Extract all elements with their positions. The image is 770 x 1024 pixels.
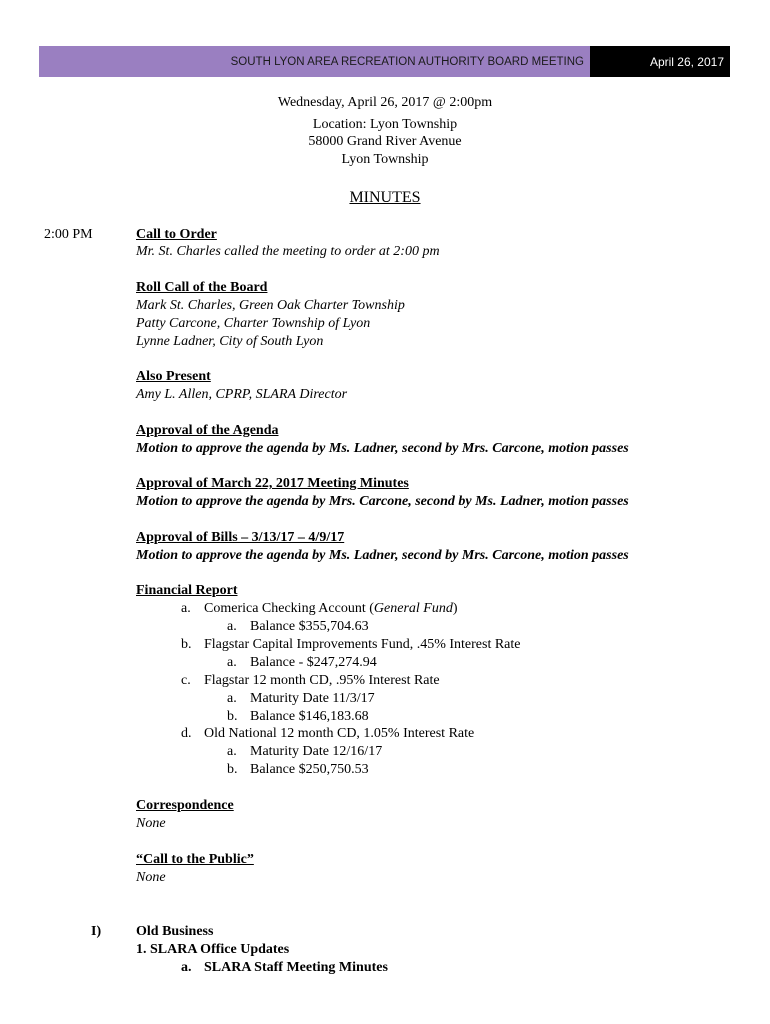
also-present-text: Amy L. Allen, CPRP, SLARA Director [136, 387, 348, 402]
financial-report-heading: Financial Report [136, 583, 238, 598]
old-business-heading: Old Business [136, 924, 214, 939]
section-numeral: I) [91, 924, 102, 939]
financial-item-flagstar-capital: Flagstar Capital Improvements Fund, .45% Interest Rate [204, 637, 521, 652]
financial-subitem: Balance $250,750.53 [250, 762, 369, 777]
call-to-public-heading: “Call to the Public” [136, 852, 254, 867]
approval-bills-motion: Motion to approve the agenda by Ms. Ladner, second by Mrs. Carcone, motion passes [136, 548, 629, 563]
approval-minutes-heading: Approval of March 22, 2017 Meeting Minutes [136, 476, 409, 491]
financial-item-comerica [204, 601, 458, 617]
list-marker: a. [181, 960, 192, 975]
financial-subitem: Balance $146,183.68 [250, 709, 369, 724]
financial-item-old-national: Old National 12 month CD, 1.05% Interest Rate [204, 726, 475, 741]
old-business-subitem: SLARA Staff Meeting Minutes [204, 960, 388, 975]
financial-item-close: ) [452, 601, 458, 616]
approval-minutes-motion: Motion to approve the agenda by Mrs. Carcone, second by Ms. Ladner, motion passes [136, 494, 629, 509]
roll-call-member: Mark St. Charles, Green Oak Charter Township [136, 298, 405, 313]
header-date: April 26, 2017 [590, 46, 730, 77]
call-to-order-text: Mr. St. Charles called the meeting to order at 2:00 pm [136, 244, 440, 259]
list-marker: a. [227, 744, 237, 759]
financial-subitem: Maturity Date 12/16/17 [250, 744, 383, 759]
correspondence-heading: Correspondence [136, 798, 234, 813]
roll-call-member: Patty Carcone, Charter Township of Lyon [136, 316, 371, 331]
list-marker: c. [181, 673, 191, 688]
approval-bills-heading: Approval of Bills – 3/13/17 – 4/9/17 [136, 530, 345, 545]
financial-item-text: Comerica Checking Account ( [204, 601, 374, 616]
financial-item-fund: General Fund [373, 601, 453, 616]
correspondence-text: None [136, 816, 166, 831]
time-label: 2:00 PM [44, 227, 93, 242]
roll-call-heading: Roll Call of the Board [136, 280, 268, 295]
approval-agenda-motion: Motion to approve the agenda by Ms. Ladner, second by Mrs. Carcone, motion passes [136, 441, 629, 456]
list-marker: d. [181, 726, 192, 741]
financial-subitem: Maturity Date 11/3/17 [250, 691, 375, 706]
page-header-bar [39, 46, 730, 77]
call-to-public-text: None [136, 870, 166, 885]
financial-subitem: Balance - $247,274.94 [250, 655, 377, 670]
financial-subitem: Balance $355,704.63 [250, 619, 369, 634]
list-marker: a. [227, 619, 237, 634]
old-business-item: 1. SLARA Office Updates [136, 942, 290, 957]
meeting-township: Lyon Township [341, 152, 429, 167]
meeting-location: Location: Lyon Township [312, 117, 458, 132]
call-to-order-heading: Call to Order [136, 227, 217, 242]
list-marker: b. [181, 637, 192, 652]
roll-call-member: Lynne Ladner, City of South Lyon [136, 334, 324, 349]
approval-agenda-heading: Approval of the Agenda [136, 423, 279, 438]
financial-item-flagstar-cd: Flagstar 12 month CD, .95% Interest Rate [204, 673, 440, 688]
list-marker: b. [227, 709, 238, 724]
list-marker: b. [227, 762, 238, 777]
list-marker: a. [227, 691, 237, 706]
document-title: MINUTES [349, 189, 421, 206]
list-marker: a. [227, 655, 237, 670]
also-present-heading: Also Present [136, 369, 211, 384]
list-marker: a. [181, 601, 191, 616]
meeting-address: 58000 Grand River Avenue [308, 134, 462, 149]
meeting-datetime: Wednesday, April 26, 2017 @ 2:00pm [277, 95, 493, 110]
header-title: SOUTH LYON AREA RECREATION AUTHORITY BOARD MEETING [39, 46, 590, 77]
